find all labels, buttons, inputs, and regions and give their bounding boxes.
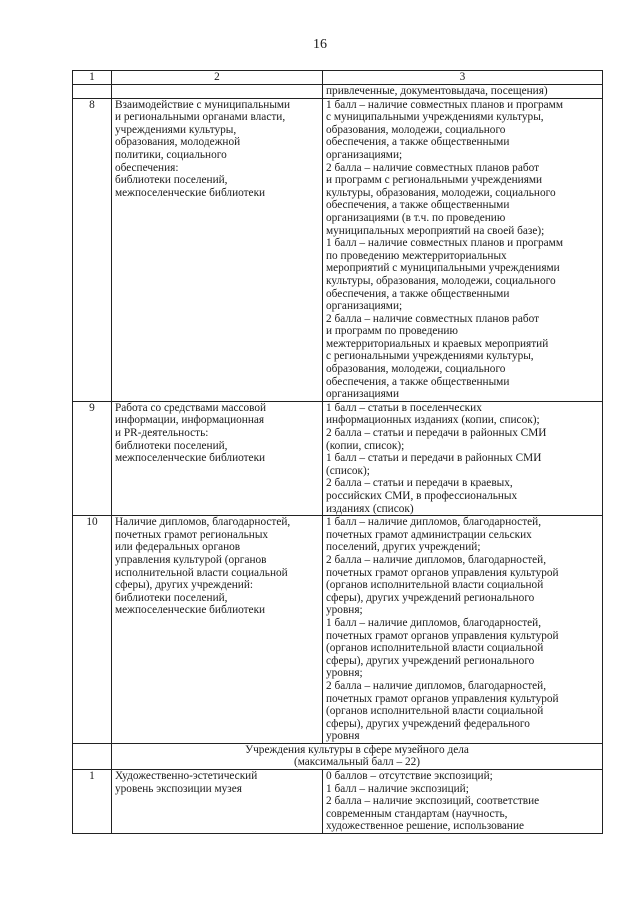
score-line: поселений, других учреждений;	[326, 541, 481, 554]
criterion-line: информации, информационная	[115, 414, 265, 427]
scores-cell	[323, 98, 603, 401]
criterion-line: управления культурой (органов	[115, 553, 267, 566]
continuation-num-cell	[73, 85, 112, 99]
criterion-line: образования, молодежной	[115, 136, 241, 149]
score-line: почетных грамот органов управления культурой	[326, 629, 559, 642]
score-line: мероприятий с муниципальными учреждениями	[326, 262, 560, 275]
score-line: изданиях (список)	[326, 502, 414, 515]
score-line: культуры, образования, молодежи, социального	[326, 274, 556, 287]
score-line: межтерриториальных и краевых мероприятий	[326, 337, 549, 350]
header-col-1: 1	[73, 71, 112, 85]
score-line: почетных грамот органов управления культурой	[326, 692, 559, 705]
section-header-cell	[112, 743, 603, 769]
score-line: 1 балл – статьи и передачи в районных СМИ	[326, 452, 542, 465]
criterion-line: или федеральных органов	[115, 541, 241, 554]
criterion-line: учреждениями культуры,	[115, 123, 237, 136]
row-number: 8	[73, 98, 112, 401]
score-line: обеспечения, а также общественными	[326, 199, 510, 212]
score-line: организациями;	[326, 148, 403, 161]
score-line: 1 балл – наличие дипломов, благодарностей,	[326, 616, 542, 629]
score-line: образования, молодежи, социального	[326, 123, 506, 136]
criterion-cell	[112, 401, 323, 515]
score-line: и программ с региональными учреждениями	[326, 174, 543, 187]
score-line: образования, молодежи, социального	[326, 363, 506, 376]
criteria-table	[72, 70, 603, 834]
score-line: современным стандартам (научность,	[326, 807, 508, 820]
header-col-3: 3	[323, 71, 603, 85]
criterion-line: Наличие дипломов, благодарностей,	[115, 516, 291, 529]
table-header-row	[73, 71, 603, 85]
table-row	[73, 98, 603, 401]
table-row	[73, 770, 603, 834]
score-line: сферы), других учреждений регионального	[326, 654, 535, 667]
criterion-cell	[112, 516, 323, 744]
criterion-line: Работа со средствами массовой	[115, 401, 267, 414]
criterion-line: библиотеки поселений,	[115, 174, 228, 187]
score-line: 1 балл – наличие совместных планов и программ	[326, 237, 563, 250]
section-header-row	[73, 743, 603, 769]
criterion-line: политики, социального	[115, 148, 227, 161]
criterion-line: исполнительной власти социальной	[115, 566, 288, 579]
score-line: почетных грамот органов управления культурой	[326, 566, 559, 579]
row-number: 10	[73, 516, 112, 744]
criterion-cell	[112, 98, 323, 401]
score-line: информационных изданиях (копии, список);	[326, 414, 540, 427]
criterion-line: межпоселенческие библиотеки	[115, 186, 266, 199]
section-title: Учреждения культуры в сфере музейного дела	[245, 743, 469, 756]
score-line: сферы), других учреждений федерального	[326, 717, 530, 730]
score-line: организациями;	[326, 300, 403, 313]
scores-cell	[323, 770, 603, 834]
continuation-criterion-cell	[112, 85, 323, 99]
criterion-line: библиотеки поселений,	[115, 591, 228, 604]
criterion-line: Взаимодействие с муниципальными	[115, 98, 291, 111]
criterion-line: почетных грамот региональных	[115, 528, 269, 541]
criterion-line: межпоселенческие библиотеки	[115, 452, 266, 465]
score-line: 2 балла – наличие дипломов, благодарностей,	[326, 553, 547, 566]
score-line: 2 балла – наличие совместных планов работ	[326, 161, 540, 174]
scores-cell	[323, 516, 603, 744]
score-line: с муниципальными учреждениями культуры,	[326, 111, 544, 124]
score-line: организациями	[326, 388, 399, 401]
score-line: 2 балла – наличие дипломов, благодарностей,	[326, 679, 547, 692]
score-line: 1 балл – наличие дипломов, благодарностей,	[326, 516, 542, 529]
score-line: (список);	[326, 464, 370, 477]
score-line: с региональными учреждениями культуры,	[326, 350, 534, 363]
section-num-cell	[73, 743, 112, 769]
score-line: 2 балла – статьи и передачи в районных СМИ	[326, 427, 547, 440]
score-line: (органов исполнительной власти социальной	[326, 705, 544, 718]
score-line: уровня;	[326, 604, 363, 617]
score-line: российских СМИ, в профессиональных	[326, 490, 518, 502]
score-line: организациями (в т.ч. по проведению	[326, 211, 506, 224]
score-line: 1 балл – наличие совместных планов и программ	[326, 98, 563, 111]
criterion-line: и PR-деятельность:	[115, 427, 209, 440]
score-line: 2 балла – наличие экспозиций, соответствие	[326, 795, 540, 808]
score-line: муниципальных мероприятий на своей базе);	[326, 224, 545, 237]
score-line: по проведению межтерриториальных	[326, 249, 507, 262]
criterion-line: Художественно-эстетический	[115, 770, 258, 783]
table-row	[73, 516, 603, 744]
score-line: 1 балл – наличие экспозиций;	[326, 782, 469, 795]
score-line: уровня;	[326, 667, 363, 680]
criterion-cell	[112, 770, 323, 834]
criterion-line: библиотеки поселений,	[115, 439, 228, 452]
criterion-line: межпоселенческие библиотеки	[115, 604, 266, 617]
criterion-line: уровень экспозиции музея	[115, 782, 242, 795]
criterion-line: и региональными органами власти,	[115, 111, 286, 124]
score-line: обеспечения, а также общественными	[326, 375, 510, 388]
score-line: культуры, образования, молодежи, социального	[326, 186, 556, 199]
table-row	[73, 401, 603, 515]
scores-cell	[323, 401, 603, 515]
score-line: 2 балла – наличие совместных планов работ	[326, 312, 540, 325]
page-number: 16	[313, 37, 327, 52]
criterion-line: обеспечения:	[115, 161, 179, 174]
score-line: обеспечения, а также общественными	[326, 136, 510, 149]
continuation-row	[73, 85, 603, 99]
score-line: и программ по проведению	[326, 325, 458, 338]
score-line: (органов исполнительной власти социальной	[326, 579, 544, 592]
score-line: 2 балла – статьи и передачи в краевых,	[326, 477, 513, 490]
section-subtitle: (максимальный балл – 22)	[293, 756, 421, 769]
score-line: художественное решение, использование	[326, 820, 525, 833]
row-number: 9	[73, 401, 112, 515]
score-line: 1 балл – статьи в поселенческих	[326, 401, 482, 414]
score-line: сферы), других учреждений регионального	[326, 591, 535, 604]
score-line: уровня	[326, 730, 360, 743]
row-number: 1	[73, 770, 112, 834]
score-line: 0 баллов – отсутствие экспозиций;	[326, 770, 493, 783]
score-line: почетных грамот администрации сельских	[326, 528, 532, 541]
score-line: (органов исполнительной власти социальной	[326, 642, 544, 655]
score-line: обеспечения, а также общественными	[326, 287, 510, 300]
score-line: (копии, список);	[326, 439, 405, 452]
continuation-text: привлеченные, документовыдача, посещения)	[323, 85, 603, 99]
criterion-line: сферы), других учреждений:	[115, 579, 254, 592]
header-col-2: 2	[112, 71, 323, 85]
